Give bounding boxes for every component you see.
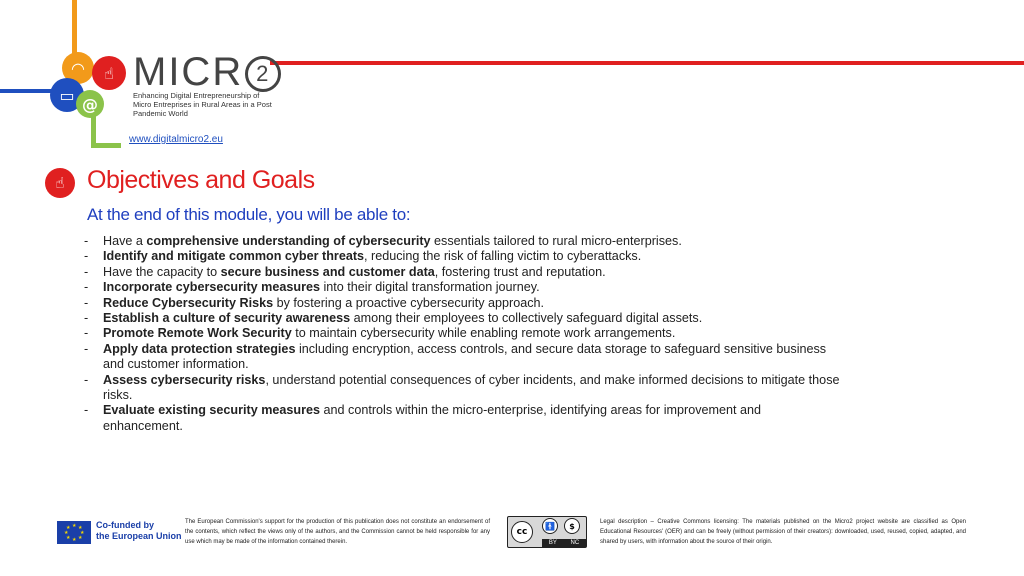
cc-icon: cc	[511, 521, 533, 543]
touch-icon: ☝	[92, 56, 126, 90]
wifi-icon: ◠	[62, 52, 94, 84]
list-item: - Incorporate cybersecurity measures into their digital transformation journey.	[84, 280, 540, 295]
list-item: - Promote Remote Work Security to maintain cybersecurity while enabling remote work arrangements.	[84, 326, 676, 341]
decor-line-red	[270, 61, 1024, 65]
cc-strip: BY NC	[542, 539, 586, 547]
page-subtitle: At the end of this module, you will be able to:	[87, 205, 411, 224]
page-title: Objectives and Goals	[87, 166, 315, 194]
at-sign-icon: @	[76, 90, 104, 118]
cc-license-badge	[507, 516, 587, 548]
person-icon: 🚹	[542, 518, 558, 534]
logo-tagline: Enhancing Digital Entrepreneurship of Micro Entreprises in Rural Areas in a Post Pandemic World	[133, 91, 272, 118]
objectives-list	[84, 234, 844, 434]
logo-wordmark: MICR 2	[133, 50, 281, 94]
list-item: - Have the capacity to secure business and customer data, fostering trust and reputation.	[84, 264, 606, 279]
list-item: - Establish a culture of security awareness among their employees to collectively safeguard digital assets.	[84, 311, 703, 326]
touch-icon: ☝	[45, 168, 75, 198]
decor-line-blue	[0, 89, 56, 93]
eu-disclaimer: The European Commission's support for the production of this publication does not constitute an endorsement of the contents, which reflect the views only of the authors, and the Commission cannot be held responsible for any use which may be made of the information contained therein.	[185, 519, 490, 545]
monitor-icon: ▭	[50, 78, 84, 112]
list-item: - Evaluate existing security measures and controls within the micro-enterprise, identifying areas for improvement and enhancement.	[84, 403, 762, 433]
logo-digit: 2	[245, 56, 281, 92]
decor-line-green-foot	[91, 143, 121, 148]
list-item: - Apply data protection strategies including encryption, access controls, and secure data storage to safeguard sensitive business and customer information.	[84, 341, 827, 372]
list-item: - Reduce Cybersecurity Risks by fostering a proactive cybersecurity approach.	[84, 295, 545, 310]
list-item: - Identify and mitigate common cyber threats, reducing the risk of falling victim to cyberattacks.	[84, 249, 642, 264]
eu-cofunded-label: Co-funded by the European Union	[96, 520, 182, 541]
no-commercial-icon: $	[564, 518, 580, 534]
list-item: - Assess cybersecurity risks, understand potential consequences of cyber incidents, and make informed decisions to mitigate those risks.	[84, 372, 840, 403]
decor-line-orange	[72, 0, 77, 58]
legal-description: Legal description – Creative Commons licensing: The materials published on the Micro2 project website are classified as Open Educational Resources' (OER) and can be freely (without permission of their creators): downloaded, used, reused, copied, adapted, and shared by users, with information about the source of their origin.	[600, 519, 966, 545]
list-item: - Have a comprehensive understanding of cybersecurity essentials tailored to rural micro-enterprises.	[84, 234, 682, 248]
website-link[interactable]: www.digitalmicro2.eu	[129, 134, 223, 145]
eu-flag-icon: ★ ★ ★ ★ ★ ★ ★ ★	[57, 521, 91, 544]
